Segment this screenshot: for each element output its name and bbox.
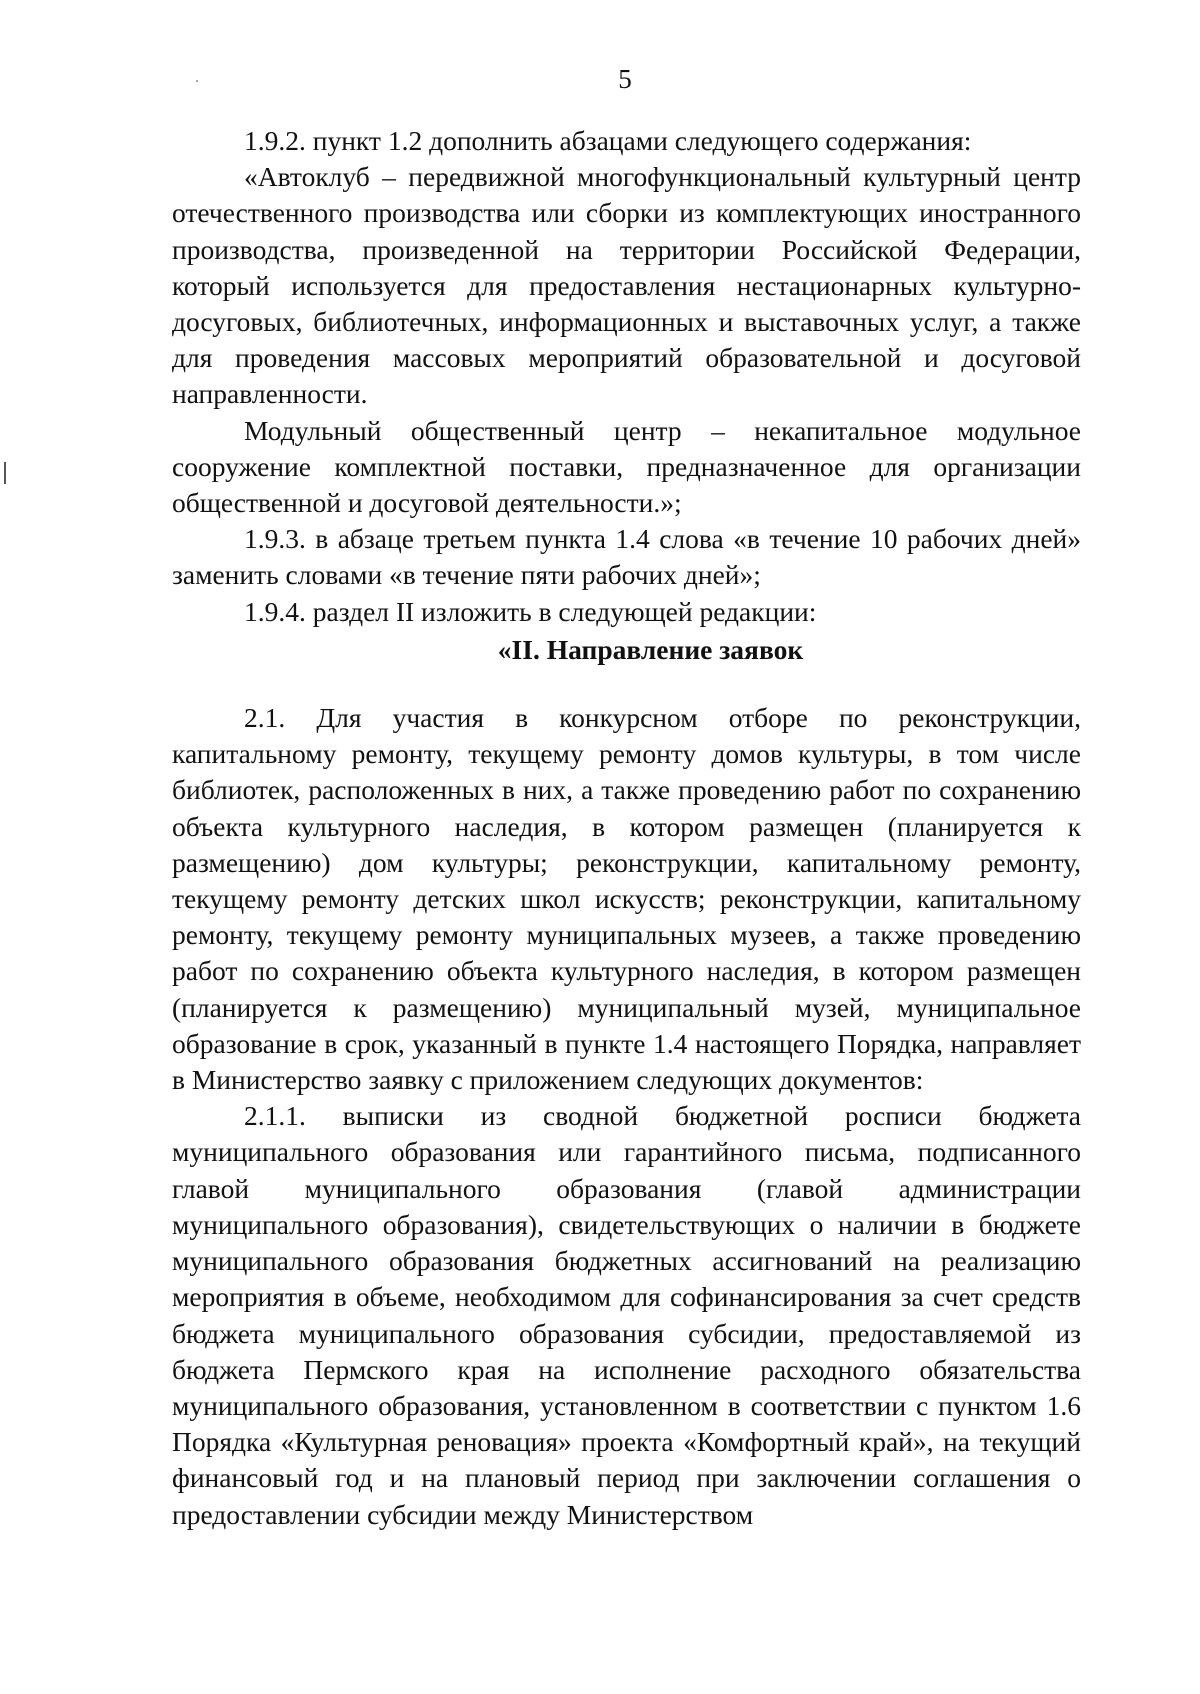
heading-spacer <box>172 668 1081 700</box>
paragraph-modular-center-definition: Модульный общественный центр – некапитальное модульное сооружение комплектной поставки, предназначенное для организации общественной и досуговой деятельности.»; <box>172 414 1081 519</box>
paragraph-1-9-3: 1.9.3. в абзаце третьем пункта 1.4 слова «в течение 10 рабочих дней» заменить словами «в течение пяти рабочих дней»; <box>172 523 1081 591</box>
scan-edge-mark <box>4 462 6 484</box>
paragraph-avtoklub-definition: «Автоклуб – передвижной многофункциональный культурный центр отечественного производства или сборки из комплектующих иностранного производства, произведенной на территории Российской Федерации, который используется для предоставления нестационарных культурно-досуговых, библиотечных, информационных и выставочных услуг, а также для проведения массовых мероприятий образовательной и досуговой направленности. <box>172 161 1081 410</box>
paragraph-2-1: 2.1. Для участия в конкурсном отборе по реконструкции, капитальному ремонту, текущему ремонту домов культуры, в том числе библиотек, расположенных в них, а также проведению работ по сохранению объекта культурного наследия, в котором размещен (планируется к размещению) дом культуры; реконструкции, капитальному ремонту, текущему ремонту детских школ искусств; реконструкции, капитальному ремонту, текущему ремонту муниципальных музеев, а также проведению работ по сохранению объекта культурного наследия, в котором размещен (планируется к размещению) муниципальный музей, муниципальное образование в срок, указанный в пункте 1.4 настоящего Порядка, направляет в Министерство заявку с приложением следующих документов: <box>172 702 1081 1096</box>
page-number: 5 <box>618 64 632 94</box>
paragraph-2-1-1: 2.1.1. выписки из сводной бюджетной росписи бюджета муниципального образования или гарантийного письма, подписанного главой муниципального образования (главой администрации муниципального образования), свидетельствующих о наличии в бюджете муниципального образования бюджетных ассигнований на реализацию мероприятия в объеме, необходимом для софинансирования за счет средств бюджета муниципального образования субсидии, предоставляемой из бюджета Пермского края на исполнение расходного обязательства муниципального образования, установленном в соответствии с пунктом 1.6 Порядка «Культурная реновация» проекта «Комфортный край», на текущий финансовый год и на плановый период при заключении соглашения о предоставлении субсидии между Министерством <box>172 1100 1081 1530</box>
document-body <box>172 123 1081 1533</box>
paragraph-1-9-4: 1.9.4. раздел II изложить в следующей редакции: <box>244 595 817 627</box>
paragraph-1-9-2: 1.9.2. пункт 1.2 дополнить абзацами следующего содержания: <box>244 125 972 156</box>
section-heading: «II. Направление заявок <box>497 633 804 665</box>
